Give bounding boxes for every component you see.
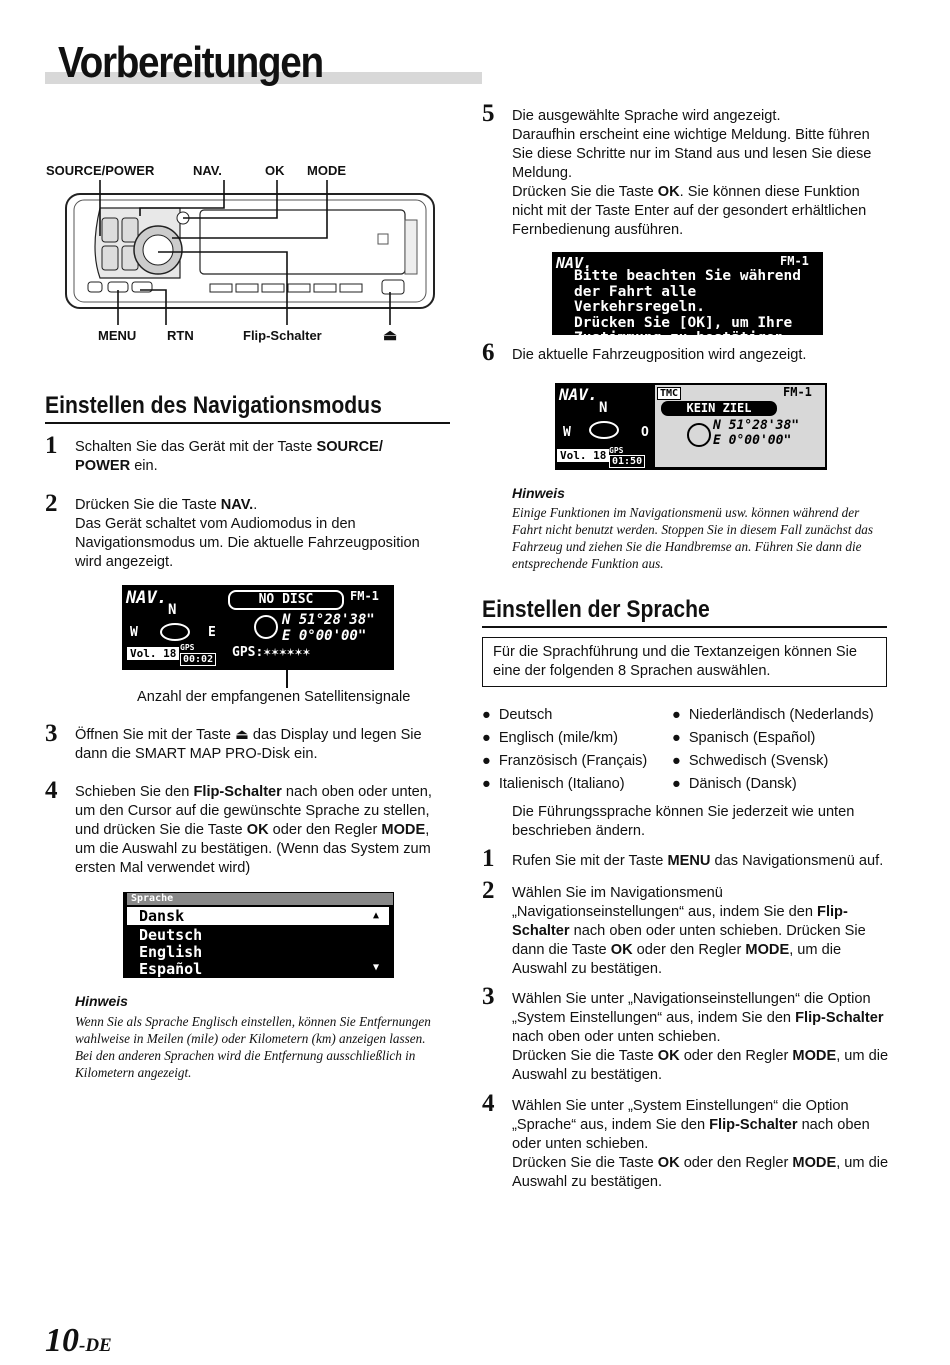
volume: Vol. 18 — [557, 449, 609, 462]
no-disc-label: NO DISC — [228, 590, 344, 610]
menu-item-selected[interactable]: Dansk — [127, 907, 389, 925]
language-item: ● Dänisch (Dansk) — [672, 773, 874, 796]
compass-w: W — [130, 625, 138, 640]
step-text: Schieben Sie den Flip-Schalter nach oben oder unten, um den Cursor auf die gewünschte Sprache zu stellen, und drücken Sie die Taste OK oder den Regler MODE, um die Auswahl zu bestätigen. (Wenn das System zum ersten Mal verwendet wird) — [75, 784, 432, 876]
language-item: ● Italienisch (Italiano) — [482, 773, 647, 796]
language-list-left — [482, 704, 647, 796]
menu-header: Sprache — [127, 893, 393, 905]
compass-e: E — [208, 625, 216, 640]
section1-heading: Einstellen des Navigationsmodus — [45, 392, 382, 419]
warning-line: Bitte beachten Sie während — [574, 268, 801, 284]
crosshair-icon — [254, 615, 278, 639]
band-label: FM-1 — [350, 589, 379, 603]
step-number: 4 — [45, 777, 58, 804]
step-text: Wählen Sie unter „Navigationseinstellungen“ die Option „System Einstellungen“ aus, indem Sie den Flip-Schalter nach oben oder unten schieben. Drücken Sie die Taste OK oder den Regler MODE, um die Auswahl zu bestätigen. — [512, 991, 889, 1083]
page-number-value: 10 — [45, 1322, 79, 1359]
latitude: N 51°28'38" — [282, 612, 375, 628]
nav-display-1 — [122, 585, 394, 670]
menu-item[interactable]: English — [139, 943, 203, 961]
display-caption: Anzahl der empfangenen Satellitensignale — [137, 689, 411, 705]
compass-n: N — [168, 602, 177, 618]
hinweis-title: Hinweis — [512, 485, 565, 501]
head-unit-illustration — [60, 180, 440, 325]
band-label: FM-1 — [780, 254, 809, 268]
hinweis-title: Hinweis — [75, 993, 128, 1009]
label-flip: Flip-Schalter — [243, 328, 322, 343]
nav-logo: NAV. — [126, 588, 167, 608]
nav-logo: NAV. — [556, 254, 593, 272]
label-rtn: RTN — [167, 328, 194, 343]
warning-lines — [574, 269, 823, 347]
hinweis-text: Einige Funktionen im Navigationsmenü usw. können während der Fahrt nicht benutzt werden. Stoppen Sie in diesem Fall zunächst das Fahrzeug und ziehen Sie die Handbremse an. Führen Sie dann die entsprechende Funktion aus. — [512, 505, 874, 571]
warning-line: der Fahrt alle Verkehrsregeln. — [574, 283, 705, 315]
step-number: 1 — [482, 845, 495, 872]
section2-heading: Einstellen der Sprache — [482, 596, 710, 623]
vehicle-icon — [160, 623, 190, 641]
language-item: ● Spanisch (Español) — [672, 727, 874, 750]
language-item: ● Deutsch — [482, 704, 647, 727]
step-text: Wählen Sie im Navigationsmenü „Navigationseinstellungen“ aus, indem Sie den Flip-Schalter nach oben oder unten schieben. Drücken Sie dann die Taste OK oder den Regler MODE, um die Auswahl zu bestätigen. — [512, 885, 866, 977]
step-number: 1 — [45, 432, 58, 459]
step-number: 2 — [482, 877, 495, 904]
info-box: Für die Sprachführung und die Textanzeigen können Sie eine der folgenden 8 Sprachen auswählen. — [482, 637, 887, 687]
section1-rule — [45, 422, 450, 424]
caption-pointer — [286, 670, 288, 688]
step-text: Schalten Sie das Gerät mit der Taste SOURCE/ POWER ein. — [75, 439, 383, 474]
label-ok: OK — [265, 163, 285, 178]
nav-logo: NAV. — [559, 385, 598, 404]
nav-display-2 — [555, 383, 827, 470]
crosshair-icon — [687, 423, 711, 447]
section2-intro: Die Führungssprache können Sie jederzeit wie unten beschrieben ändern. — [512, 804, 855, 839]
map-pane — [655, 385, 825, 467]
language-item: ● Französisch (Français) — [482, 750, 647, 773]
hinweis-text: Wenn Sie als Sprache Englisch einstellen, können Sie Entfernungen wahlweise in Meilen (mile) oder Kilometern (km) anzeigen lassen. Bei den anderen Sprachen wird die Entfernung ausschließlich in Kilometern angezeigt. — [75, 1014, 431, 1080]
language-item: ● Englisch (mile/km) — [482, 727, 647, 750]
label-nav: NAV. — [193, 163, 222, 178]
step-number: 6 — [482, 339, 495, 366]
label-mode: MODE — [307, 163, 346, 178]
step-text: Die aktuelle Fahrzeugposition wird angezeigt. — [512, 347, 807, 363]
step-text: Wählen Sie unter „System Einstellungen“ die Option „Sprache“ aus, indem Sie den Flip-Schalter nach oben oder unten schieben. Drücken Sie die Taste OK oder den Regler MODE, um die Auswahl zu bestätigen. — [512, 1098, 889, 1190]
latitude: N 51°28'38" — [713, 418, 800, 433]
compass-n: N — [599, 400, 608, 416]
page-number — [45, 1322, 112, 1360]
time: 01:50 — [609, 455, 645, 468]
longitude: E 0°00'00" — [282, 628, 367, 644]
step-number: 2 — [45, 490, 58, 517]
destination-label: KEIN ZIEL — [661, 401, 777, 416]
scroll-up-icon: ▲ — [373, 910, 380, 921]
warning-line: Zustimmung zu bestätigen. — [574, 330, 793, 346]
volume: Vol. 18 — [127, 647, 179, 660]
time: 00:02 — [180, 653, 216, 666]
warning-line: Drücken Sie [OK], um Ihre — [574, 314, 793, 331]
menu-item[interactable]: Español — [139, 960, 203, 978]
page-title: Vorbereitungen — [58, 38, 323, 87]
step-number: 3 — [482, 983, 495, 1010]
language-menu-display — [123, 892, 394, 978]
language-item: ● Niederländisch (Nederlands) — [672, 704, 874, 727]
vehicle-icon — [589, 421, 619, 439]
language-item: ● Schwedisch (Svensk) — [672, 750, 874, 773]
step-number: 4 — [482, 1090, 495, 1117]
page-number-suffix: -DE — [79, 1335, 112, 1356]
label-eject: ⏏ — [383, 327, 398, 344]
warning-display — [552, 252, 823, 346]
tmc-badge: TMC — [657, 387, 681, 400]
menu-item[interactable]: Deutsch — [139, 926, 203, 944]
gps-small: GPS — [180, 643, 195, 652]
compass-o: O — [641, 425, 649, 440]
section2-rule — [482, 626, 887, 628]
scroll-down-icon: ▼ — [373, 962, 380, 973]
gps-satellites: GPS:✶✶✶✶✶✶ — [232, 645, 311, 660]
step-text: Die ausgewählte Sprache wird angezeigt. Daraufhin erscheint eine wichtige Meldung. Bitte führen Sie diese Schritte nur im Stand aus und lesen Sie diese Meldung. Drücken Sie die Taste OK. Sie können diese Funktion nicht mit der Taste Enter auf der gesondert erhältlichen Fernbedienung ausführen. — [512, 108, 872, 238]
step-text: Rufen Sie mit der Taste MENU das Navigationsmenü auf. — [512, 853, 884, 869]
step-number: 3 — [45, 720, 58, 747]
compass-w: W — [563, 425, 571, 440]
step-text: Öffnen Sie mit der Taste ⏏ das Display und legen Sie dann die SMART MAP PRO-Disk ein. — [75, 727, 422, 762]
step-number: 5 — [482, 100, 495, 127]
gps-small: GPS — [609, 446, 624, 455]
label-source-power: SOURCE/POWER — [46, 163, 155, 178]
label-menu: MENU — [98, 328, 137, 343]
longitude: E 0°00'00" — [713, 433, 792, 448]
step-text: Drücken Sie die Taste NAV.. Das Gerät schaltet vom Audiomodus in den Navigationsmodus um. Die aktuelle Fahrzeugposition wird angezeigt. — [75, 497, 420, 570]
language-list-right — [672, 704, 874, 796]
band-label: FM-1 — [783, 385, 812, 399]
